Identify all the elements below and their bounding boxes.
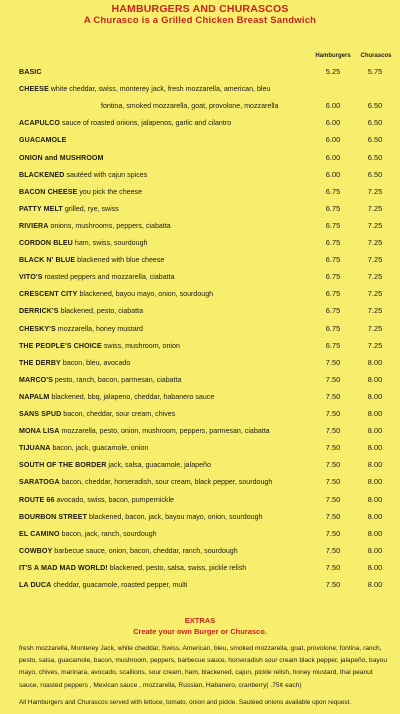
churasco-price: 7.25 — [367, 186, 383, 196]
menu-item-row — [19, 560, 394, 576]
menu-item-description: roasted peppers and mozzarella, ciabatta — [44, 273, 175, 282]
menu-item-description: pesto, ranch, bacon, parmesan, ciabatta — [54, 375, 182, 384]
hamburger-price: 6.75 — [325, 306, 341, 316]
menu-item-description: jack, salsa, guacamole, jalapeño — [108, 461, 211, 470]
hamburger-price: 7.50 — [325, 460, 341, 470]
menu-item-name: DERRICK'S — [19, 307, 59, 316]
menu-item-row — [19, 81, 394, 97]
menu-item-name: CHEESE — [19, 85, 49, 94]
menu-item-label — [19, 513, 263, 521]
menu-item-row — [19, 389, 394, 405]
menu-item-name: SOUTH OF THE BORDER — [19, 461, 107, 470]
menu-item-description: swiss, mushroom, onion — [103, 341, 180, 350]
column-header-hamburgers: Hamburgers — [315, 53, 351, 59]
menu-item-name: LA DUCA — [19, 581, 52, 589]
hamburger-price: 6.75 — [325, 203, 341, 213]
menu-item-row — [19, 218, 394, 234]
hamburger-price: 7.50 — [325, 374, 341, 384]
hamburger-price: 6.75 — [325, 255, 341, 265]
menu-item-label — [19, 530, 157, 538]
churasco-price: 7.25 — [367, 289, 383, 299]
menu-item-row — [19, 252, 394, 268]
extras-subtitle: Create your own Burger or Churasco. — [133, 627, 267, 636]
menu-item-name: SARATOGA — [19, 478, 60, 487]
menu-item-label — [19, 85, 270, 93]
menu-item-label — [19, 325, 143, 333]
menu-item-description: blackened, pesto, ciabatta — [60, 307, 144, 316]
menu-item-description: sautéed with cajun spices — [66, 170, 148, 179]
menu-item-label — [19, 581, 187, 589]
menu-item-row — [19, 167, 394, 183]
menu-item-name: ONION and MUSHROOM — [19, 153, 104, 162]
menu-item-name: IT'S A MAD MAD WORLD! — [19, 563, 108, 572]
menu-item-name: BLACKENED — [19, 170, 65, 179]
menu-item-name: NAPALM — [19, 392, 50, 401]
hamburger-price: 7.50 — [325, 580, 341, 589]
hamburger-price: 7.50 — [325, 528, 341, 538]
menu-item-name: THE PEOPLE'S CHOICE — [19, 341, 102, 350]
hamburger-price: 6.75 — [325, 289, 341, 299]
menu-item-row — [19, 98, 394, 114]
menu-item-row — [19, 543, 394, 559]
hamburger-price: 6.75 — [325, 323, 341, 333]
menu-item-name: THE DERBY — [19, 358, 61, 367]
hamburger-price: 6.00 — [325, 152, 341, 162]
menu-item-description: blackened, bacon, jack, bayou mayo, onion, sourdough — [89, 512, 263, 521]
hamburger-price: 7.50 — [325, 511, 341, 521]
hamburger-price: 6.75 — [325, 186, 341, 196]
churasco-price: 7.25 — [367, 323, 383, 333]
menu-item-label — [19, 307, 143, 315]
menu-item-name: COWBOY — [19, 546, 53, 555]
menu-item-row — [19, 509, 394, 525]
menu-item-name: TIJUANA — [19, 444, 51, 453]
hamburger-price: 7.50 — [325, 443, 341, 453]
churasco-price: 7.25 — [367, 238, 383, 247]
menu-item-label — [19, 154, 104, 162]
menu-item-label — [19, 136, 66, 144]
menu-item-label — [19, 171, 147, 179]
menu-item-description: barbecue sauce, onion, bacon, cheddar, ranch, sourdough — [54, 546, 238, 555]
menu-item-name: BOURBON STREET — [19, 512, 88, 521]
menu-item-description: cheddar, guacamole, roasted pepper, multi — [53, 581, 188, 589]
menu-item-description: onions, mushrooms, peppers, ciabatta — [50, 221, 171, 230]
churasco-price: 8.00 — [367, 391, 383, 401]
menu-item-description: avocado, swiss, bacon, pumpernickle — [56, 495, 174, 504]
menu-item-description: bacon, bleu, avocado — [62, 358, 131, 367]
menu-item-row — [19, 338, 394, 354]
menu-item-label — [19, 427, 270, 435]
extras-title: EXTRAS — [184, 616, 216, 625]
menu-item-description: blackened, bbq, jalapeno, cheddar, habanero sauce — [51, 392, 215, 401]
menu-item-name: MONA LISA — [19, 427, 60, 436]
churasco-price: 8.00 — [367, 443, 383, 453]
menu-item-label — [19, 222, 171, 230]
menu-item-name: SANS SPUD — [19, 410, 62, 418]
menu-item-row — [19, 303, 394, 319]
menu-item-description: fontina, smoked mozzarella, goat, provolone, mozzarella — [101, 102, 279, 111]
churasco-price: 8.00 — [367, 357, 383, 367]
menu-subtitle: A Churasco is a Grilled Chicken Breast Sandwich — [83, 15, 317, 26]
menu-item-name: CORDON BLEU — [19, 239, 73, 247]
hamburger-price: 7.50 — [325, 426, 341, 436]
menu-item-label — [19, 119, 231, 127]
menu-item-row — [19, 201, 394, 217]
menu-item-label — [19, 410, 175, 418]
menu-item-row — [19, 235, 394, 251]
menu-item-name: BACON CHEESE — [19, 187, 78, 196]
menu-item-label — [19, 256, 164, 264]
menu-item-continuation — [101, 98, 278, 114]
menu-item-label — [19, 273, 175, 281]
churasco-price: 8.00 — [367, 545, 383, 555]
hamburger-price: 7.50 — [325, 477, 341, 487]
menu-item-description: grilled, rye, swiss — [64, 204, 119, 213]
menu-item-description: bacon, cheddar, horseradish, sour cream, black pepper, sourdough — [61, 478, 273, 487]
churasco-price: 7.25 — [367, 272, 383, 282]
menu-item-label — [19, 461, 211, 469]
churasco-price: 8.00 — [367, 460, 383, 470]
menu-item-name: RIVIERA — [19, 221, 49, 230]
hamburger-price: 6.00 — [325, 118, 341, 128]
menu-item-row — [19, 526, 394, 542]
hamburger-price: 7.50 — [325, 494, 341, 504]
churasco-price: 8.00 — [367, 562, 383, 572]
hamburger-price: 7.50 — [325, 409, 341, 418]
menu-item-row — [19, 355, 394, 371]
menu-item-description: ham, swiss, sourdough — [74, 239, 148, 247]
menu-item-name: CHESKY'S — [19, 324, 56, 333]
menu-item-name: EL CAMINO — [19, 529, 60, 538]
menu-item-label — [19, 68, 42, 76]
churasco-price: 7.25 — [367, 306, 383, 316]
menu-item-label — [19, 205, 119, 213]
menu-item-label — [19, 290, 213, 298]
churasco-price: 8.00 — [367, 409, 383, 418]
menu-item-name: VITO'S — [19, 273, 43, 282]
hamburger-price: 6.75 — [325, 340, 341, 350]
menu-title: HAMBURGERS AND CHURASCOS — [111, 3, 289, 15]
churasco-price: 8.00 — [367, 528, 383, 538]
menu-item-row — [19, 423, 394, 439]
menu-item-description: mozzarella, honey mustard — [57, 324, 143, 333]
menu-item-name: MARCO'S — [19, 375, 53, 384]
churasco-price: 6.50 — [367, 152, 383, 162]
churasco-price: 8.00 — [367, 374, 383, 384]
menu-item-row — [19, 184, 394, 200]
hamburger-price: 6.00 — [325, 169, 341, 179]
menu-item-label — [19, 496, 174, 504]
menu-item-row — [19, 132, 394, 148]
hamburger-price: 7.50 — [325, 545, 341, 555]
menu-item-row — [19, 457, 394, 473]
menu-item-row — [19, 64, 394, 80]
churasco-price: 5.75 — [367, 67, 383, 76]
hamburger-price: 6.00 — [325, 101, 341, 111]
menu-item-label — [19, 188, 142, 196]
menu-item-row — [19, 115, 394, 131]
menu-item-description: white cheddar, swiss, monterey jack, fresh mozzarella, american, bleu — [50, 85, 271, 94]
hamburger-price: 5.25 — [325, 67, 341, 76]
menu-item-row — [19, 440, 394, 456]
menu-item-name: ROUTE 66 — [19, 495, 55, 504]
menu-item-row — [19, 269, 394, 285]
menu-item-description: blackened with blue cheese — [77, 256, 165, 265]
menu-item-label — [19, 342, 180, 350]
churasco-price: 7.25 — [367, 203, 383, 213]
menu-item-name: CRESCENT CITY — [19, 290, 78, 299]
menu-item-name: BLACK N' BLUE — [19, 256, 76, 265]
churasco-price: 7.25 — [367, 340, 383, 350]
menu-item-label — [19, 478, 272, 486]
menu-item-row — [19, 406, 394, 422]
menu-item-description: bacon, jack, ranch, sourdough — [61, 529, 157, 538]
churasco-price: 8.00 — [367, 494, 383, 504]
hamburger-price: 7.50 — [325, 357, 341, 367]
churasco-price: 6.50 — [367, 135, 383, 145]
extras-list: fresh mozzarella, Monterey Jack, white cheddar, Swiss, American, bleu, smoked mozzarella, goat, provolone, fontina, ranch, pesto, salsa, guacamole, bacon, mushroom, peppers, barbecue sauce, horseradish sour cream black pepper, jalapeño, bayou mayo, chives, marinara, avocado, scallions, sour cream, ham, blackened, cajun, pickle relish, honey mustard, thai peanut sauce, roasted peppers , Mexican sauce , mozzarella, Russian, Habanero, cranberry( .75¢ each) — [19, 645, 388, 689]
churasco-price: 8.00 — [367, 477, 383, 487]
menu-item-description: bacon, jack, guacamole, onion — [52, 444, 149, 453]
churasco-price: 6.50 — [367, 118, 383, 128]
churasco-price: 7.25 — [367, 255, 383, 265]
menu-item-description: sauce of roasted onions, jalapenos, garlic and cilantro — [61, 119, 232, 128]
menu-item-description: blackened, bayou mayo, onion, sourdough — [79, 290, 214, 299]
menu-item-label — [19, 359, 130, 367]
menu-item-description: mozzarella, pesto, onion, mushroom, peppers, parmesan, ciabatta — [61, 427, 270, 436]
menu-item-label — [19, 547, 238, 555]
menu-item-label — [19, 444, 148, 452]
column-header-churascos: Churascos — [360, 53, 392, 59]
menu-item-row — [19, 321, 394, 337]
menu-item-row — [19, 492, 394, 508]
menu-item-label — [19, 239, 147, 247]
churasco-price: 8.00 — [367, 511, 383, 521]
hamburger-price: 6.75 — [325, 220, 341, 230]
menu-item-label — [19, 393, 214, 401]
menu-footer-note: All Hamburgers and Churascos served with lettuce, tomato, onion and pickle. Sautéed onions available upon request. — [19, 699, 352, 706]
menu-item-row — [19, 372, 394, 388]
menu-item-name: GUACAMOLE — [19, 136, 67, 145]
menu-item-label — [19, 376, 182, 384]
hamburger-price: 6.00 — [325, 135, 341, 145]
menu-item-name: PATTY MELT — [19, 204, 63, 213]
menu-item-row — [19, 150, 394, 166]
menu-item-label — [19, 564, 246, 572]
menu-item-description: you pick the cheese — [79, 187, 143, 196]
menu-item-row — [19, 474, 394, 490]
menu-item-description: blackened, pesto, salsa, swiss, pickle relish — [109, 563, 247, 572]
churasco-price: 8.00 — [367, 580, 383, 589]
menu-item-row — [19, 577, 394, 593]
hamburger-price: 6.75 — [325, 238, 341, 247]
menu-item-name: BASIC — [19, 68, 42, 76]
menu-item-name: ACAPULCO — [19, 119, 60, 128]
churasco-price: 6.50 — [367, 101, 383, 111]
churasco-price: 7.25 — [367, 220, 383, 230]
hamburger-price: 7.50 — [325, 391, 341, 401]
churasco-price: 6.50 — [367, 169, 383, 179]
menu-item-description: bacon, cheddar, sour cream, chives — [63, 410, 176, 418]
hamburger-price: 6.75 — [325, 272, 341, 282]
churasco-price: 8.00 — [367, 426, 383, 436]
hamburger-price: 7.50 — [325, 562, 341, 572]
menu-item-row — [19, 286, 394, 302]
